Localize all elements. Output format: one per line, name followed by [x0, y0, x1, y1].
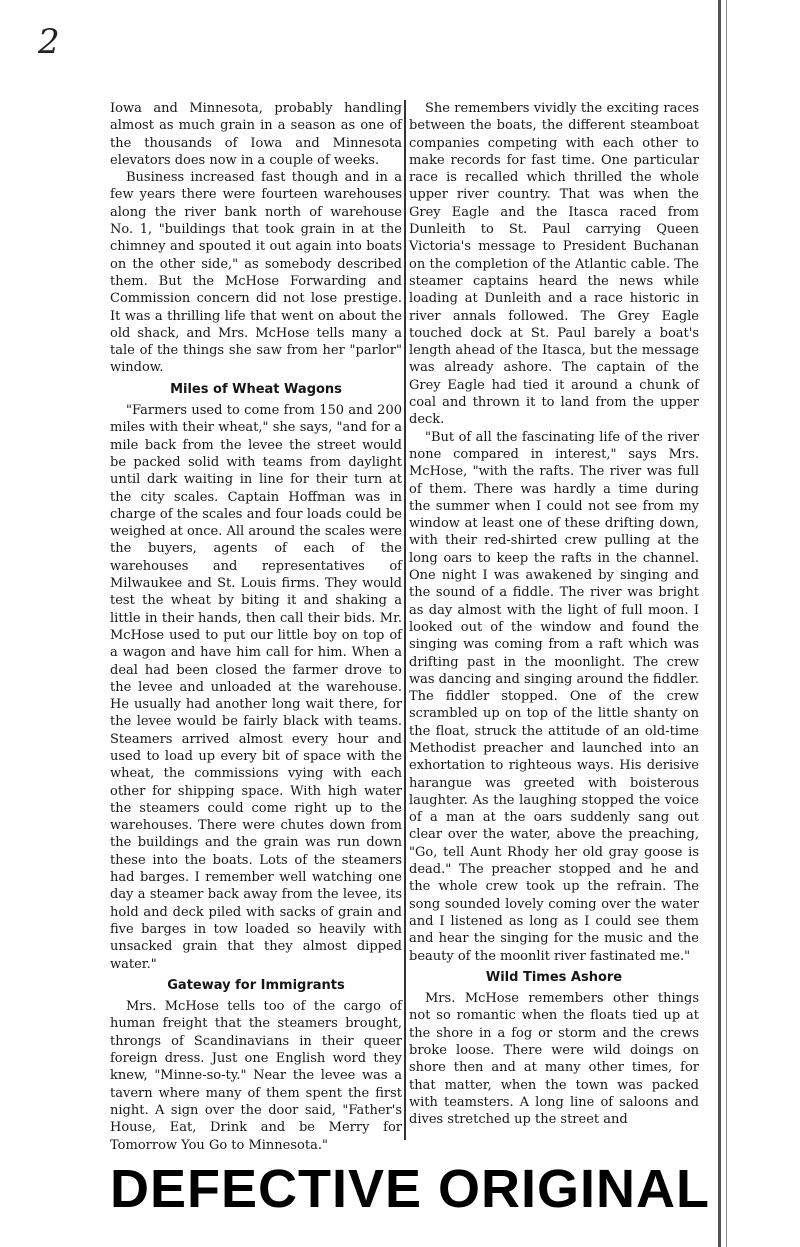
article-paragraph: She remembers vividly the exciting races between the boats, the different steamboat companies competing with each other to make records for fast time. One particular race is recalled which thrilled the whole upper river country. That was when the Grey Eagle and the Itasca raced from Dunleith to St. Paul carrying Queen Victoria's message to President Buchanan on the completion of the Atlantic cable. The steamer captains heard the news while loading at Dunleith and a race historic in river annals followed. The Grey Eagle touched dock at St. Paul barely a boat's length ahead of the Itasca, but the message was already ashore. The captain of the Grey Eagle had tied it around a chunk of coal and thrown it to land from the upper deck.	[409, 101, 699, 428]
defective-original-stamp: DEFECTIVE ORIGINAL	[110, 1159, 711, 1219]
article-paragraph: "But of all the fascinating life of the river none compared in interest," says Mrs. McHose, "with the rafts. The river was full of them. There was hardly a time during the summer when I could not see from my window at least one of these drifting down, with their red-shirted crew pulling at the long oars to keep the rafts in the channel. One night I was awakened by singing and the sound of a fiddle. The river was bright as day almost with the light of full moon. I looked out of the window and found the singing was coming from a raft which was drifting past in the moonlight. The crew was dancing and singing around the fiddler. The fiddler stopped. One of the crew scrambled up on top of the little shanty on the float, struck the attitude of an old-time Methodist preacher and launched into an exhortation to righteous ways. His derisive harangue was greeted with boisterous laughter. As the laughing stopped the voice of a man at the oars suddenly sang out clear over the water, above the preaching, "Go, tell Aunt Rhody her old gray goose is dead." The preacher stopped and he and the whole crew took up the refrain. The song sounded lovely coming over the water and I listened as long as I could see them and hear the singing for the music and the beauty of the moonlit river fastinated me."	[409, 429, 699, 964]
column-divider	[404, 100, 406, 1140]
left-column	[110, 100, 402, 1153]
section-heading: Wild Times Ashore	[485, 969, 623, 985]
section-heading: Gateway for Immigrants	[167, 977, 345, 993]
page-border	[718, 0, 721, 1247]
page-number: 2	[38, 22, 60, 62]
article-paragraph: Mrs. McHose remembers other things not so romantic when the floats tied up at the shore in a fog or storm and the crews broke loose. There were wild doings on shore then and at many other times, for that matter, when the town was packed with teamsters. A long line of saloons and dives stretched up the street and	[409, 991, 699, 1128]
section-heading: Miles of Wheat Wagons	[170, 381, 342, 397]
article-paragraph: Business increased fast though and in a few years there were fourteen warehouses along the river bank north of warehouse No. 1, "buildings that took grain in at the chimney and spouted it out again into boats on the other side," as somebody described them. But the McHose Forwarding and Commission concern did not lose prestige. It was a thrilling life that went on about the old shack, and Mrs. McHose tells many a tale of the things she saw from her "parlor" window.	[110, 170, 402, 376]
article-paragraph: Iowa and Minnesota, probably handling almost as much grain in a season as one of the thousands of Iowa and Minnesota elevators does now in a couple of weeks.	[110, 101, 402, 168]
article-paragraph: Mrs. McHose tells too of the cargo of human freight that the steamers brought, throngs of Scandinavians in their queer foreign dress. Just one English word they knew, "Minne-so-ty." Near the levee was a tavern where many of them spent the first night. A sign over the door said, "Father's House, Eat, Drink and be Merry for Tomorrow You Go to Minnesota."	[110, 999, 402, 1153]
article-paragraph: "Farmers used to come from 150 and 200 miles with their wheat," she says, "and for a mile back from the levee the street would be packed solid with teams from daylight until dark waiting in line for their turn at the city scales. Captain Hoffman was in charge of the scales and four loads could be weighed at once. All around the scales were the buyers, agents of each of the warehouses and representatives of Milwaukee and St. Louis firms. They would test the wheat by biting it and shaking a little in their hands, then call their bids. Mr. McHose used to put our little boy on top of a wagon and have him call for him. When a deal had been closed the farmer drove to the levee and unloaded at the warehouse. He usually had another long wait there, for the levee would be fairly black with teams. Steamers arrived almost every hour and used to load up every bit of space with the wheat, the commissions vying with each other for shipping space. With high water the steamers could come right up to the warehouses. There were chutes down from the buildings and the grain was run down these into the boats. Lots of the steamers had barges. I remember well watching one day a steamer back away from the levee, its hold and deck piled with sacks of grain and five barges in tow loaded so heavily with unsacked grain that they almost dipped water."	[110, 403, 402, 972]
page-border-inner	[726, 0, 727, 1247]
right-column	[409, 100, 699, 1140]
